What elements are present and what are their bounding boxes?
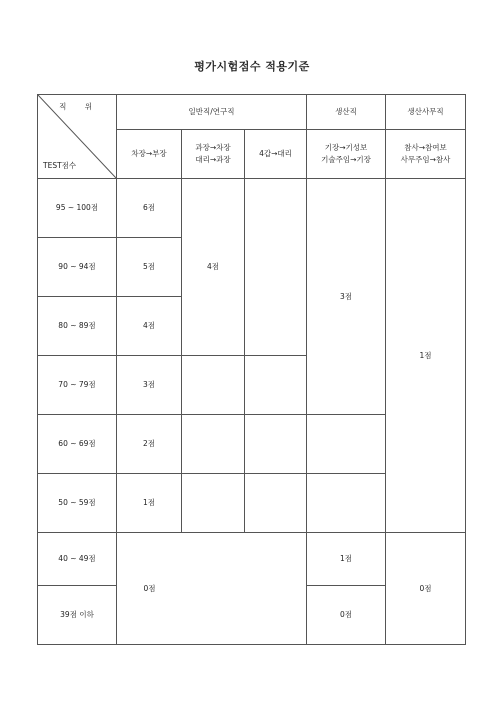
header-corner-cell (38, 95, 117, 179)
group-general-research: 일반직/연구직 (117, 95, 307, 130)
score-range-cell: 90 ~ 94점 (38, 238, 117, 297)
page-title: 평가시험점수 적용기준 (194, 60, 310, 73)
sub-header-g2-line1: 과장→차장 (195, 143, 231, 152)
group-production: 생산직 (307, 95, 386, 130)
points-cell: 5점 (117, 238, 182, 297)
sub-header-g2 (182, 130, 245, 179)
points-cell: 2점 (117, 415, 182, 474)
header-row-groups (38, 95, 466, 130)
sub-header-office-line2: 사무주임→참사 (400, 155, 451, 164)
table-row (38, 179, 466, 238)
merged-production-points: 3점 (307, 179, 386, 415)
score-range-cell: 60 ~ 69점 (38, 415, 117, 474)
merged-office-low-points: 0점 (386, 533, 466, 645)
group-production-office: 생산사무직 (386, 95, 466, 130)
sub-header-production-line1: 기장→기성보 (324, 143, 368, 152)
sub-header-g2-line2: 대리→과장 (195, 155, 231, 164)
empty-cell (307, 474, 386, 533)
empty-cell (245, 415, 307, 474)
score-range-cell: 80 ~ 89점 (38, 297, 117, 356)
table-row (38, 533, 466, 586)
empty-cell (182, 415, 245, 474)
test-score-label: TEST점수 (43, 161, 77, 170)
sub-header-production-line2: 기술주임→기장 (321, 155, 371, 164)
score-range-cell: 40 ~ 49점 (38, 533, 117, 586)
points-cell: 4점 (117, 297, 182, 356)
sub-header-g3: 4갑→대리 (245, 130, 307, 179)
position-label: 직 위 (59, 102, 100, 111)
score-range-cell: 39점 이하 (38, 586, 117, 645)
score-criteria-table (37, 94, 466, 645)
merged-office-points: 1점 (386, 179, 466, 533)
empty-cell (182, 356, 245, 415)
merged-general-low-points (117, 533, 307, 645)
sub-header-production (307, 130, 386, 179)
points-cell: 1점 (117, 474, 182, 533)
production-39-points: 0점 (307, 586, 386, 645)
merged-g3-empty (245, 179, 307, 356)
score-range-cell: 70 ~ 79점 (38, 356, 117, 415)
empty-cell (245, 356, 307, 415)
sub-header-g1: 차장→부장 (117, 130, 182, 179)
empty-cell (182, 474, 245, 533)
sub-header-office-line1: 참사→참여보 (404, 143, 447, 152)
score-range-cell: 50 ~ 59점 (38, 474, 117, 533)
points-cell: 3점 (117, 356, 182, 415)
merged-g2-points: 4점 (182, 179, 245, 356)
points-cell: 6점 (117, 179, 182, 238)
general-low-points-label: 0점 (143, 583, 156, 593)
score-range-cell: 95 ~ 100점 (38, 179, 117, 238)
empty-cell (245, 474, 307, 533)
production-40-points: 1점 (307, 533, 386, 586)
empty-cell (307, 415, 386, 474)
sub-header-office (386, 130, 466, 179)
